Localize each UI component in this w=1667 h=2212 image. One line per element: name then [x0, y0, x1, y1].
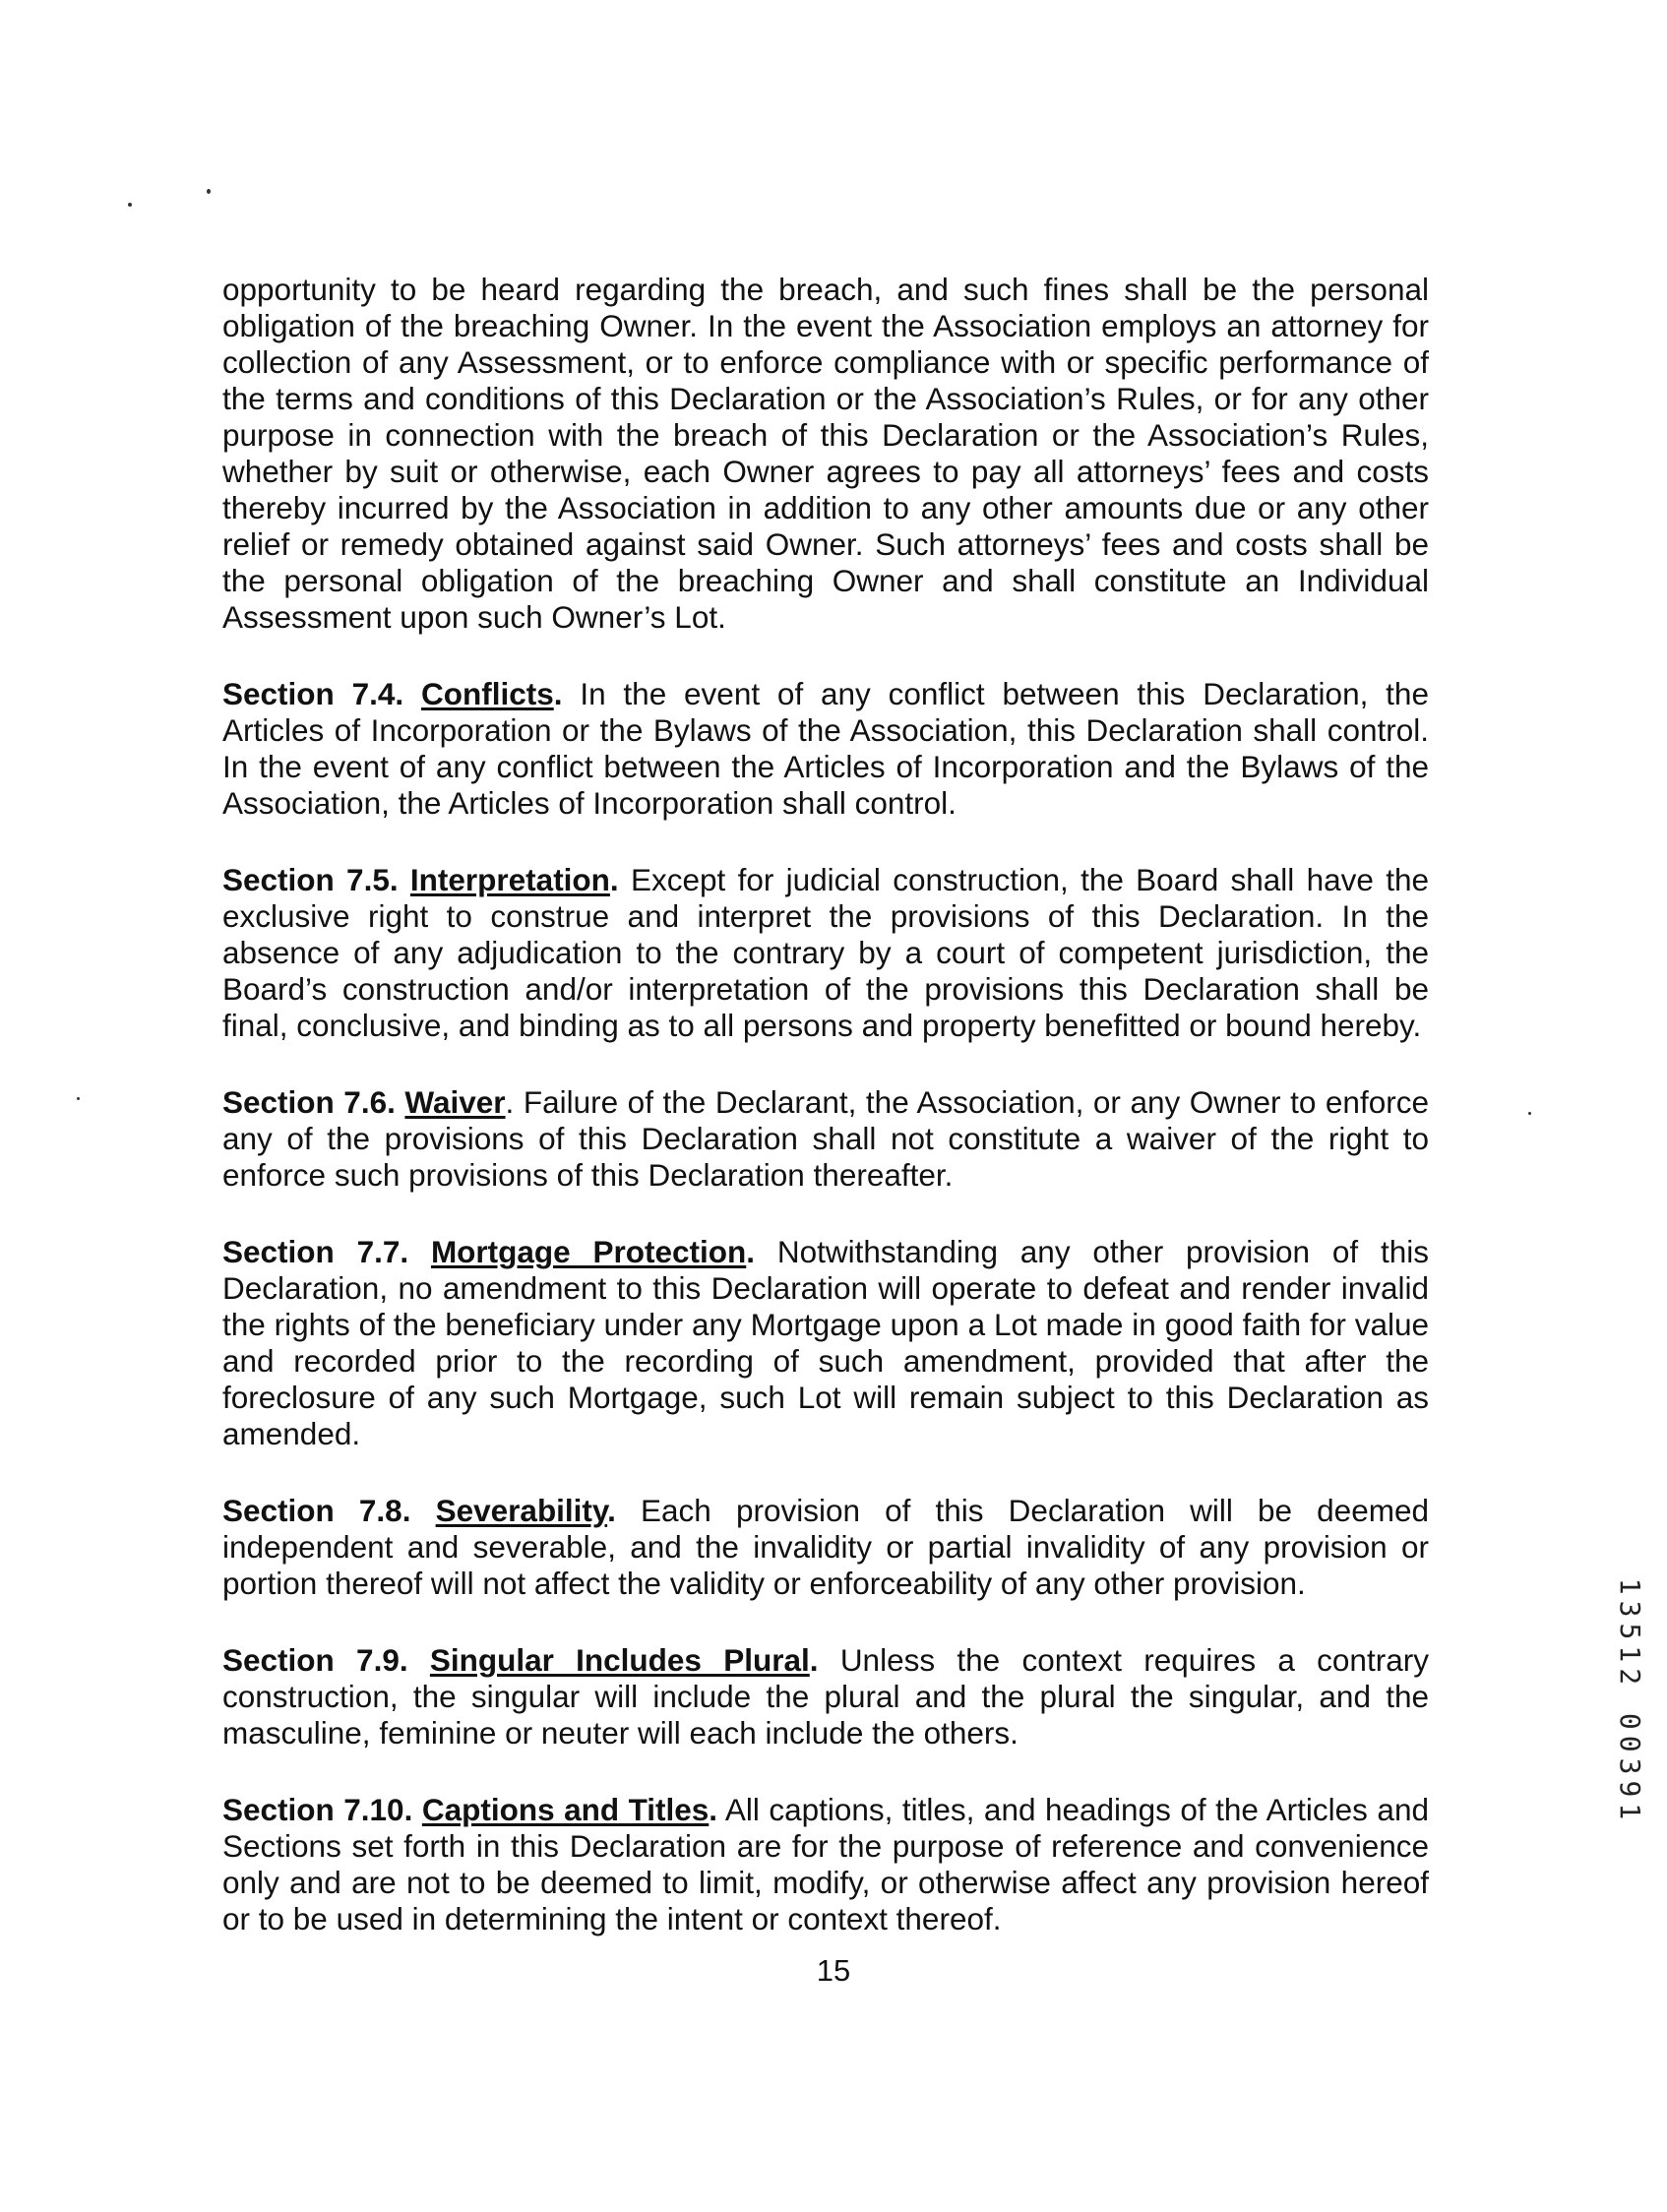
section-title: Captions and Titles [421, 1792, 710, 1827]
section-number: Section 7.10. [222, 1792, 413, 1827]
section-7-7 [222, 1234, 1429, 1452]
page-number: 15 [816, 1953, 851, 1988]
section-text: Except for judicial construction, the Board shall have the exclusive right to construe and interpret the provisions of this Declaration. In the absence of any adjudication to the contrary by a court of competent jurisdiction, the Board’s construction and/or interpretation of the provisions this Declaration shall be final, conclusive, and binding as to all persons and property benefitted or bound hereby. [222, 862, 1429, 1043]
section-text: Unless the context requires a contrary construction, the singular will include the plural and the plural the singular, and the masculine, feminine or neuter will each include the others. [222, 1642, 1429, 1751]
section-7-8 [222, 1493, 1429, 1602]
section-title: Mortgage Protection [430, 1234, 747, 1269]
document-body [222, 272, 1429, 1978]
section-number: Section 7.9. [222, 1642, 408, 1678]
section-number: Section 7.7. [222, 1234, 409, 1269]
section-7-9 [222, 1642, 1429, 1751]
section-title-punct: . [609, 862, 619, 897]
section-title: Waiver [404, 1084, 506, 1120]
section-number: Section 7.6. [222, 1084, 396, 1120]
section-title-punct: . [553, 676, 563, 711]
scan-speck [77, 1097, 80, 1100]
section-number: Section 7.5. [222, 862, 399, 897]
section-title: Severability [435, 1493, 608, 1528]
section-7-6 [222, 1084, 1429, 1194]
section-7-4 [222, 676, 1429, 822]
section-text: All captions, titles, and headings of the Articles and Sections set forth in this Declaration are for the purpose of reference and convenience only and are not to be deemed to limit, modify, or otherwise affect any provision hereof or to be used in determining the intent or context thereof. [222, 1792, 1429, 1936]
section-title: Singular Includes Plural [429, 1642, 810, 1678]
scan-speck [128, 203, 132, 207]
section-title: Conflicts [420, 676, 554, 711]
section-title-punct: . [709, 1792, 718, 1827]
section-text: Failure of the Declarant, the Association, or any Owner to enforce any of the provisions of this Declaration shall not constitute a waiver of the right to enforce such provisions of this Declaration thereafter. [222, 1084, 1429, 1193]
scan-speck [1528, 1112, 1531, 1115]
scan-speck [207, 189, 211, 194]
recording-stamp [1616, 1572, 1645, 1830]
section-7-5 [222, 862, 1429, 1044]
section-title-punct: . [607, 1493, 616, 1528]
section-title-punct: . [505, 1084, 515, 1120]
section-number: Section 7.8. [222, 1493, 411, 1528]
section-title-punct: . [746, 1234, 756, 1269]
recording-stamp-text: 13512 00391 [1614, 1577, 1647, 1825]
section-number: Section 7.4. [222, 676, 404, 711]
section-text: Notwithstanding any other provision of this Declaration, no amendment to this Declaration will operate to defeat and render invalid the rights of the beneficiary under any Mortgage upon a Lot made in good faith for value and recorded prior to the recording of such amendment, provided that after the foreclosure of any such Mortgage, such Lot will remain subject to this Declaration as amended. [222, 1234, 1429, 1451]
section-7-10 [222, 1792, 1429, 1937]
section-text: Each provision of this Declaration will be deemed independent and severable, and the invalidity or partial invalidity of any provision or portion thereof will not affect the validity or enforceability of any other provision. [222, 1493, 1429, 1601]
section-title: Interpretation [409, 862, 610, 897]
section-text: In the event of any conflict between this Declaration, the Articles of Incorporation or the Bylaws of the Association, this Declaration shall control. In the event of any conflict between the Articles of Incorporation and the Bylaws of the Association, the Articles of Incorporation shall control. [222, 676, 1429, 821]
intro-paragraph: opportunity to be heard regarding the breach, and such fines shall be the personal obligation of the breaching Owner. In the event the Association employs an attorney for collection of any Assessment, or to enforce compliance with or specific performance of the terms and conditions of this Declaration or the Association’s Rules, or for any other purpose in connection with the breach of this Declaration or the Association’s Rules, whether by suit or otherwise, each Owner agrees to pay all attorneys’ fees and costs thereby incurred by the Association in addition to any other amounts due or any other relief or remedy obtained against said Owner. Such attorneys’ fees and costs shall be the personal obligation of the breaching Owner and shall constitute an Individual Assessment upon such Owner’s Lot. [222, 272, 1429, 635]
section-title-punct: . [809, 1642, 819, 1678]
